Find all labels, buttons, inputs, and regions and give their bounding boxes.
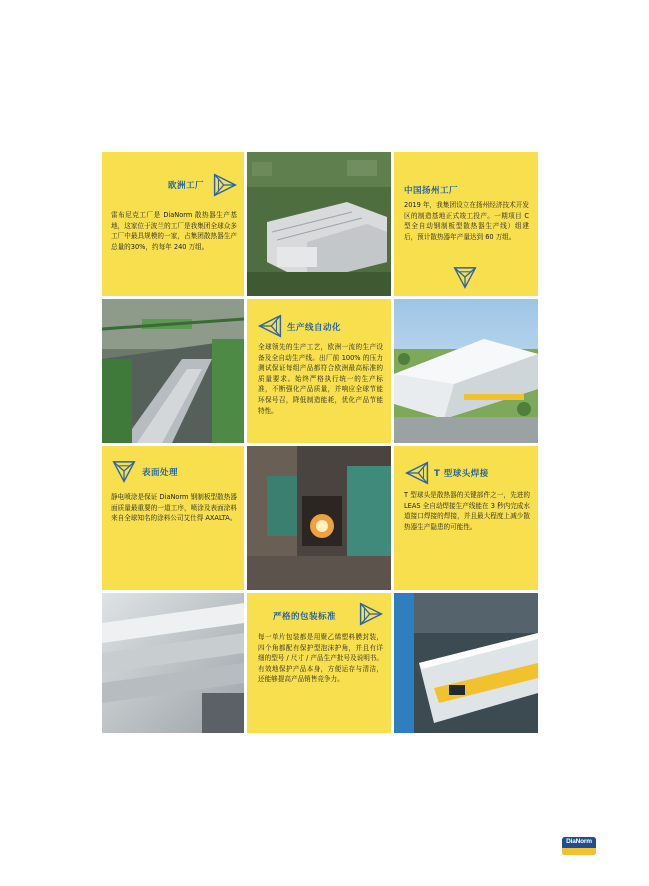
panel-surface-photo bbox=[102, 593, 244, 733]
packaging-panel bbox=[247, 593, 391, 733]
surface-title: 表面处理 bbox=[142, 468, 179, 478]
surface-text: 静电喷涂是保证 DiaNorm 钢制板型散热器面质量最重要的一道工序，喷涂及表面涂料来自全球知名的涂料公司艾仕得 AXALTA。 bbox=[111, 493, 237, 523]
welding-machine-photo bbox=[247, 446, 391, 590]
europe-title: 欧洲工厂 bbox=[168, 181, 205, 191]
automation-text: 全球领先的生产工艺，欧洲一流的生产设备及全自动生产线。出厂前 100% 的压力测试保证每组产品都符合欧洲最高标准的质量要求。始终严格执行统一的生产标准，不断强化产品质量，并响应全球节能环保号召，降低制造能耗，优化产品节能特性。 bbox=[258, 343, 383, 415]
diamond-logo-icon bbox=[404, 460, 430, 486]
diamond-logo-icon bbox=[257, 313, 283, 339]
diamond-logo-icon bbox=[111, 458, 137, 484]
automation-panel bbox=[247, 299, 391, 443]
welding-panel bbox=[394, 446, 538, 590]
diamond-logo-icon bbox=[212, 172, 238, 198]
diamond-logo-icon bbox=[358, 601, 384, 627]
welding-title: T 型球头焊接 bbox=[434, 469, 489, 479]
packaging-text: 每一单片包装都是用聚乙烯塑料膜封装，四个角都配有保护型泡沫护角，并且有详细的型号 / 尺寸 / 产品生产批号及说明书。有效地保护产品本身，方便运存与清洁，还能够提高产品销售竞争力。 bbox=[258, 633, 383, 684]
surface-panel bbox=[102, 446, 244, 590]
dianorm-logo bbox=[562, 837, 596, 855]
diamond-logo-icon bbox=[452, 264, 478, 290]
yangzhou-text: 2019 年，我集团设立在扬州经济技术开发区的制造基地正式竣工投产。一期项目 C 型全自动钢制板型散热器生产线）组建后，预计散热器年产量达到 60 万组。 bbox=[404, 201, 529, 241]
yangzhou-title: 中国扬州工厂 bbox=[404, 186, 459, 196]
production-line-photo bbox=[102, 299, 244, 443]
packaging-title: 严格的包装标准 bbox=[273, 612, 337, 622]
automation-title: 生产线自动化 bbox=[287, 323, 342, 333]
feature-grid bbox=[102, 152, 538, 734]
europe-panel bbox=[102, 152, 244, 296]
factory-aerial-photo bbox=[247, 152, 391, 296]
yangzhou-panel bbox=[394, 152, 538, 296]
europe-text: 雷布尼克工厂是 DiaNorm 散热器生产基地，这家位于波兰的工厂是我集团全球众多工厂中最具规模的一家，占集团散热器生产总量的30%，约每年 240 万组。 bbox=[111, 211, 237, 251]
packaged-radiator-photo bbox=[394, 593, 538, 733]
welding-text: T 型球头是散热器的关键部件之一，先进的 LEAS 全自动焊接生产线能在 3 秒内完成水道接口焊接的焊接，并且最大程度上减少散热器生产隐患的可能性。 bbox=[404, 491, 530, 531]
yangzhou-factory-render bbox=[394, 299, 538, 443]
logo-text: DiaNorm bbox=[566, 838, 592, 845]
